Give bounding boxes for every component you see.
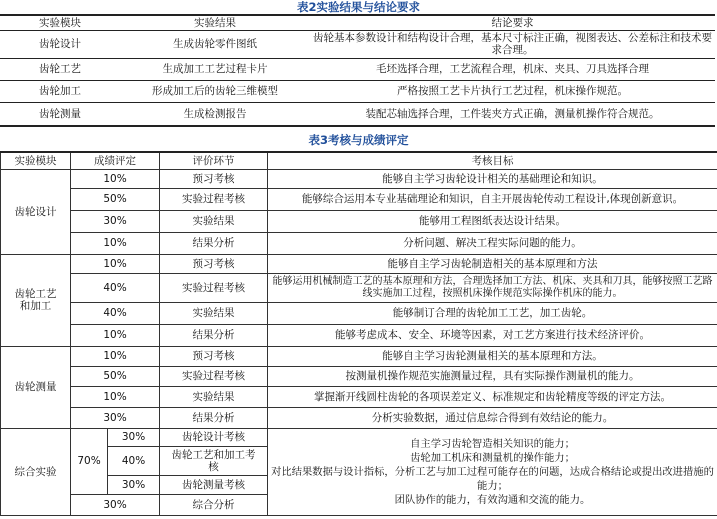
cell-goal: 按测量机操作规范实施测量过程，具有实际操作测量机的能力。 bbox=[268, 366, 717, 386]
cell-pct: 50% bbox=[71, 188, 160, 210]
cell-goal: 能够综合运用本专业基础理论和知识，自主开展齿轮传动工程设计,体现创新意识。 bbox=[268, 188, 717, 210]
cell-stage: 实验过程考核 bbox=[160, 366, 268, 386]
cell-stage: 齿轮工艺和加工考核 bbox=[160, 446, 268, 475]
cell-pct: 10% bbox=[71, 346, 160, 366]
goal-line: 对比结果数据与设计指标，分析工艺与加工过程可能存在的问题，达成合格结论或提出改进措施的能力； bbox=[271, 465, 714, 492]
goal-line: 齿轮加工机床和测量机的操作能力； bbox=[410, 451, 575, 464]
module-comprehensive: 综合实验 bbox=[1, 428, 71, 515]
cell-stage: 结果分析 bbox=[160, 324, 268, 346]
results-requirements-table bbox=[0, 14, 715, 127]
cell-pct: 40% bbox=[71, 273, 160, 302]
cell-goal: 掌握渐开线圆柱齿轮的各项误差定义、标准规定和齿轮精度等级的评定方法。 bbox=[268, 386, 717, 407]
cell-conclusion: 严格按照工艺卡片执行工艺过程，机床操作规范。 bbox=[310, 80, 715, 102]
table-row bbox=[0, 102, 715, 126]
table-header-row bbox=[1, 152, 717, 169]
cell-pct: 50% bbox=[71, 366, 160, 386]
cell-module: 齿轮加工 bbox=[0, 80, 120, 102]
table-row bbox=[1, 386, 717, 407]
cell-goal: 能够运用机械制造工艺的基本原理和方法，合理选择加工方法、机床、夹具和刀具，能够按照工艺路线实施加工过程，按照机床操作规范实际操作机床的能力。 bbox=[268, 273, 717, 302]
cell-stage: 齿轮测量考核 bbox=[160, 475, 268, 494]
cell-pct: 40% bbox=[71, 302, 160, 324]
cell-stage: 实验结果 bbox=[160, 302, 268, 324]
cell-goal: 能够自主学习齿轮测量相关的基本原理和方法。 bbox=[268, 346, 717, 366]
cell-stage: 综合分析 bbox=[160, 494, 268, 515]
cell-module: 齿轮工艺 bbox=[0, 58, 120, 80]
table-row bbox=[1, 232, 717, 254]
table-row bbox=[0, 30, 715, 58]
cell-module: 齿轮设计 bbox=[0, 30, 120, 58]
table3-caption: 表3考核与成绩评定 bbox=[308, 133, 409, 147]
goal-line: 自主学习齿轮智造相关知识的能力； bbox=[410, 437, 575, 450]
table-header-row bbox=[0, 15, 715, 30]
cell-stage: 结果分析 bbox=[160, 407, 268, 428]
cell-conclusion: 装配芯轴选择合理，工件装夹方式正确，测量机操作符合规范。 bbox=[310, 102, 715, 126]
table-row bbox=[1, 273, 717, 302]
table-row bbox=[1, 210, 717, 232]
cell-goal: 分析实验数据，通过信息综合得到有效结论的能力。 bbox=[268, 407, 717, 428]
module-gear-process: 齿轮工艺和加工 bbox=[1, 254, 71, 346]
table-row bbox=[1, 254, 717, 273]
cell-goal: 能够用工程图纸表达设计结果。 bbox=[268, 210, 717, 232]
cell-goal: 能够考虑成本、安全、环境等因素，对工艺方案进行技术经济评价。 bbox=[268, 324, 717, 346]
cell-pct: 10% bbox=[71, 254, 160, 273]
cell-stage: 结果分析 bbox=[160, 232, 268, 254]
module-gear-measure: 齿轮测量 bbox=[1, 346, 71, 428]
table-row bbox=[1, 346, 717, 366]
cell-conclusion: 毛坯选择合理，工艺流程合理，机床、夹具、刀具选择合理 bbox=[310, 58, 715, 80]
assessment-table bbox=[0, 151, 717, 516]
table-row bbox=[1, 188, 717, 210]
header-module: 实验模块 bbox=[0, 15, 120, 30]
cell-conclusion: 齿轮基本参数设计和结构设计合理，基本尺寸标注正确，视图表达、公差标注和技术要求合理。 bbox=[310, 30, 715, 58]
table-row bbox=[1, 169, 717, 188]
table-row bbox=[0, 80, 715, 102]
cell-pct: 30% bbox=[71, 407, 160, 428]
cell-result: 生成齿轮零件图纸 bbox=[120, 30, 310, 58]
cell-result: 生成检测报告 bbox=[120, 102, 310, 126]
cell-pct: 30% bbox=[71, 494, 160, 515]
cell-stage: 齿轮设计考核 bbox=[160, 428, 268, 446]
cell-module: 齿轮测量 bbox=[0, 102, 120, 126]
goal-line: 团队协作的能力，有效沟通和交流的能力。 bbox=[394, 493, 591, 506]
cell-stage: 预习考核 bbox=[160, 346, 268, 366]
header-stage: 评价环节 bbox=[160, 152, 268, 169]
cell-stage: 实验过程考核 bbox=[160, 188, 268, 210]
cell-pct: 10% bbox=[71, 169, 160, 188]
table-row bbox=[1, 407, 717, 428]
cell-pct: 30% bbox=[108, 428, 160, 446]
comprehensive-goals bbox=[268, 428, 717, 515]
table-row bbox=[1, 428, 717, 446]
header-module: 实验模块 bbox=[1, 152, 71, 169]
cell-pct: 40% bbox=[108, 446, 160, 475]
header-conclusion: 结论要求 bbox=[310, 15, 715, 30]
cell-stage: 实验结果 bbox=[160, 210, 268, 232]
cell-pct: 10% bbox=[71, 232, 160, 254]
header-score: 成绩评定 bbox=[71, 152, 160, 169]
cell-goal: 能够制订合理的齿轮加工工艺，加工齿轮。 bbox=[268, 302, 717, 324]
cell-result: 形成加工后的齿轮三维模型 bbox=[120, 80, 310, 102]
header-result: 实验结果 bbox=[120, 15, 310, 30]
cell-goal: 能够自主学习齿轮设计相关的基础理论和知识。 bbox=[268, 169, 717, 188]
cell-goal: 分析问题、解决工程实际问题的能力。 bbox=[268, 232, 717, 254]
cell-pct: 30% bbox=[71, 210, 160, 232]
header-goal: 考核目标 bbox=[268, 152, 717, 169]
cell-stage: 预习考核 bbox=[160, 254, 268, 273]
cell-pct: 30% bbox=[108, 475, 160, 494]
cell-pct: 10% bbox=[71, 386, 160, 407]
table-row bbox=[1, 366, 717, 386]
cell-goal: 能够自主学习齿轮制造相关的基本原理和方法 bbox=[268, 254, 717, 273]
table2-caption: 表2实验结果与结论要求 bbox=[296, 0, 420, 14]
cell-result: 生成加工工艺过程卡片 bbox=[120, 58, 310, 80]
table-row bbox=[1, 324, 717, 346]
cell-outer-pct: 70% bbox=[71, 428, 108, 494]
cell-stage: 实验结果 bbox=[160, 386, 268, 407]
module-gear-design: 齿轮设计 bbox=[1, 169, 71, 254]
table-row bbox=[0, 58, 715, 80]
cell-pct: 10% bbox=[71, 324, 160, 346]
table-row bbox=[1, 302, 717, 324]
cell-stage: 实验过程考核 bbox=[160, 273, 268, 302]
cell-stage: 预习考核 bbox=[160, 169, 268, 188]
